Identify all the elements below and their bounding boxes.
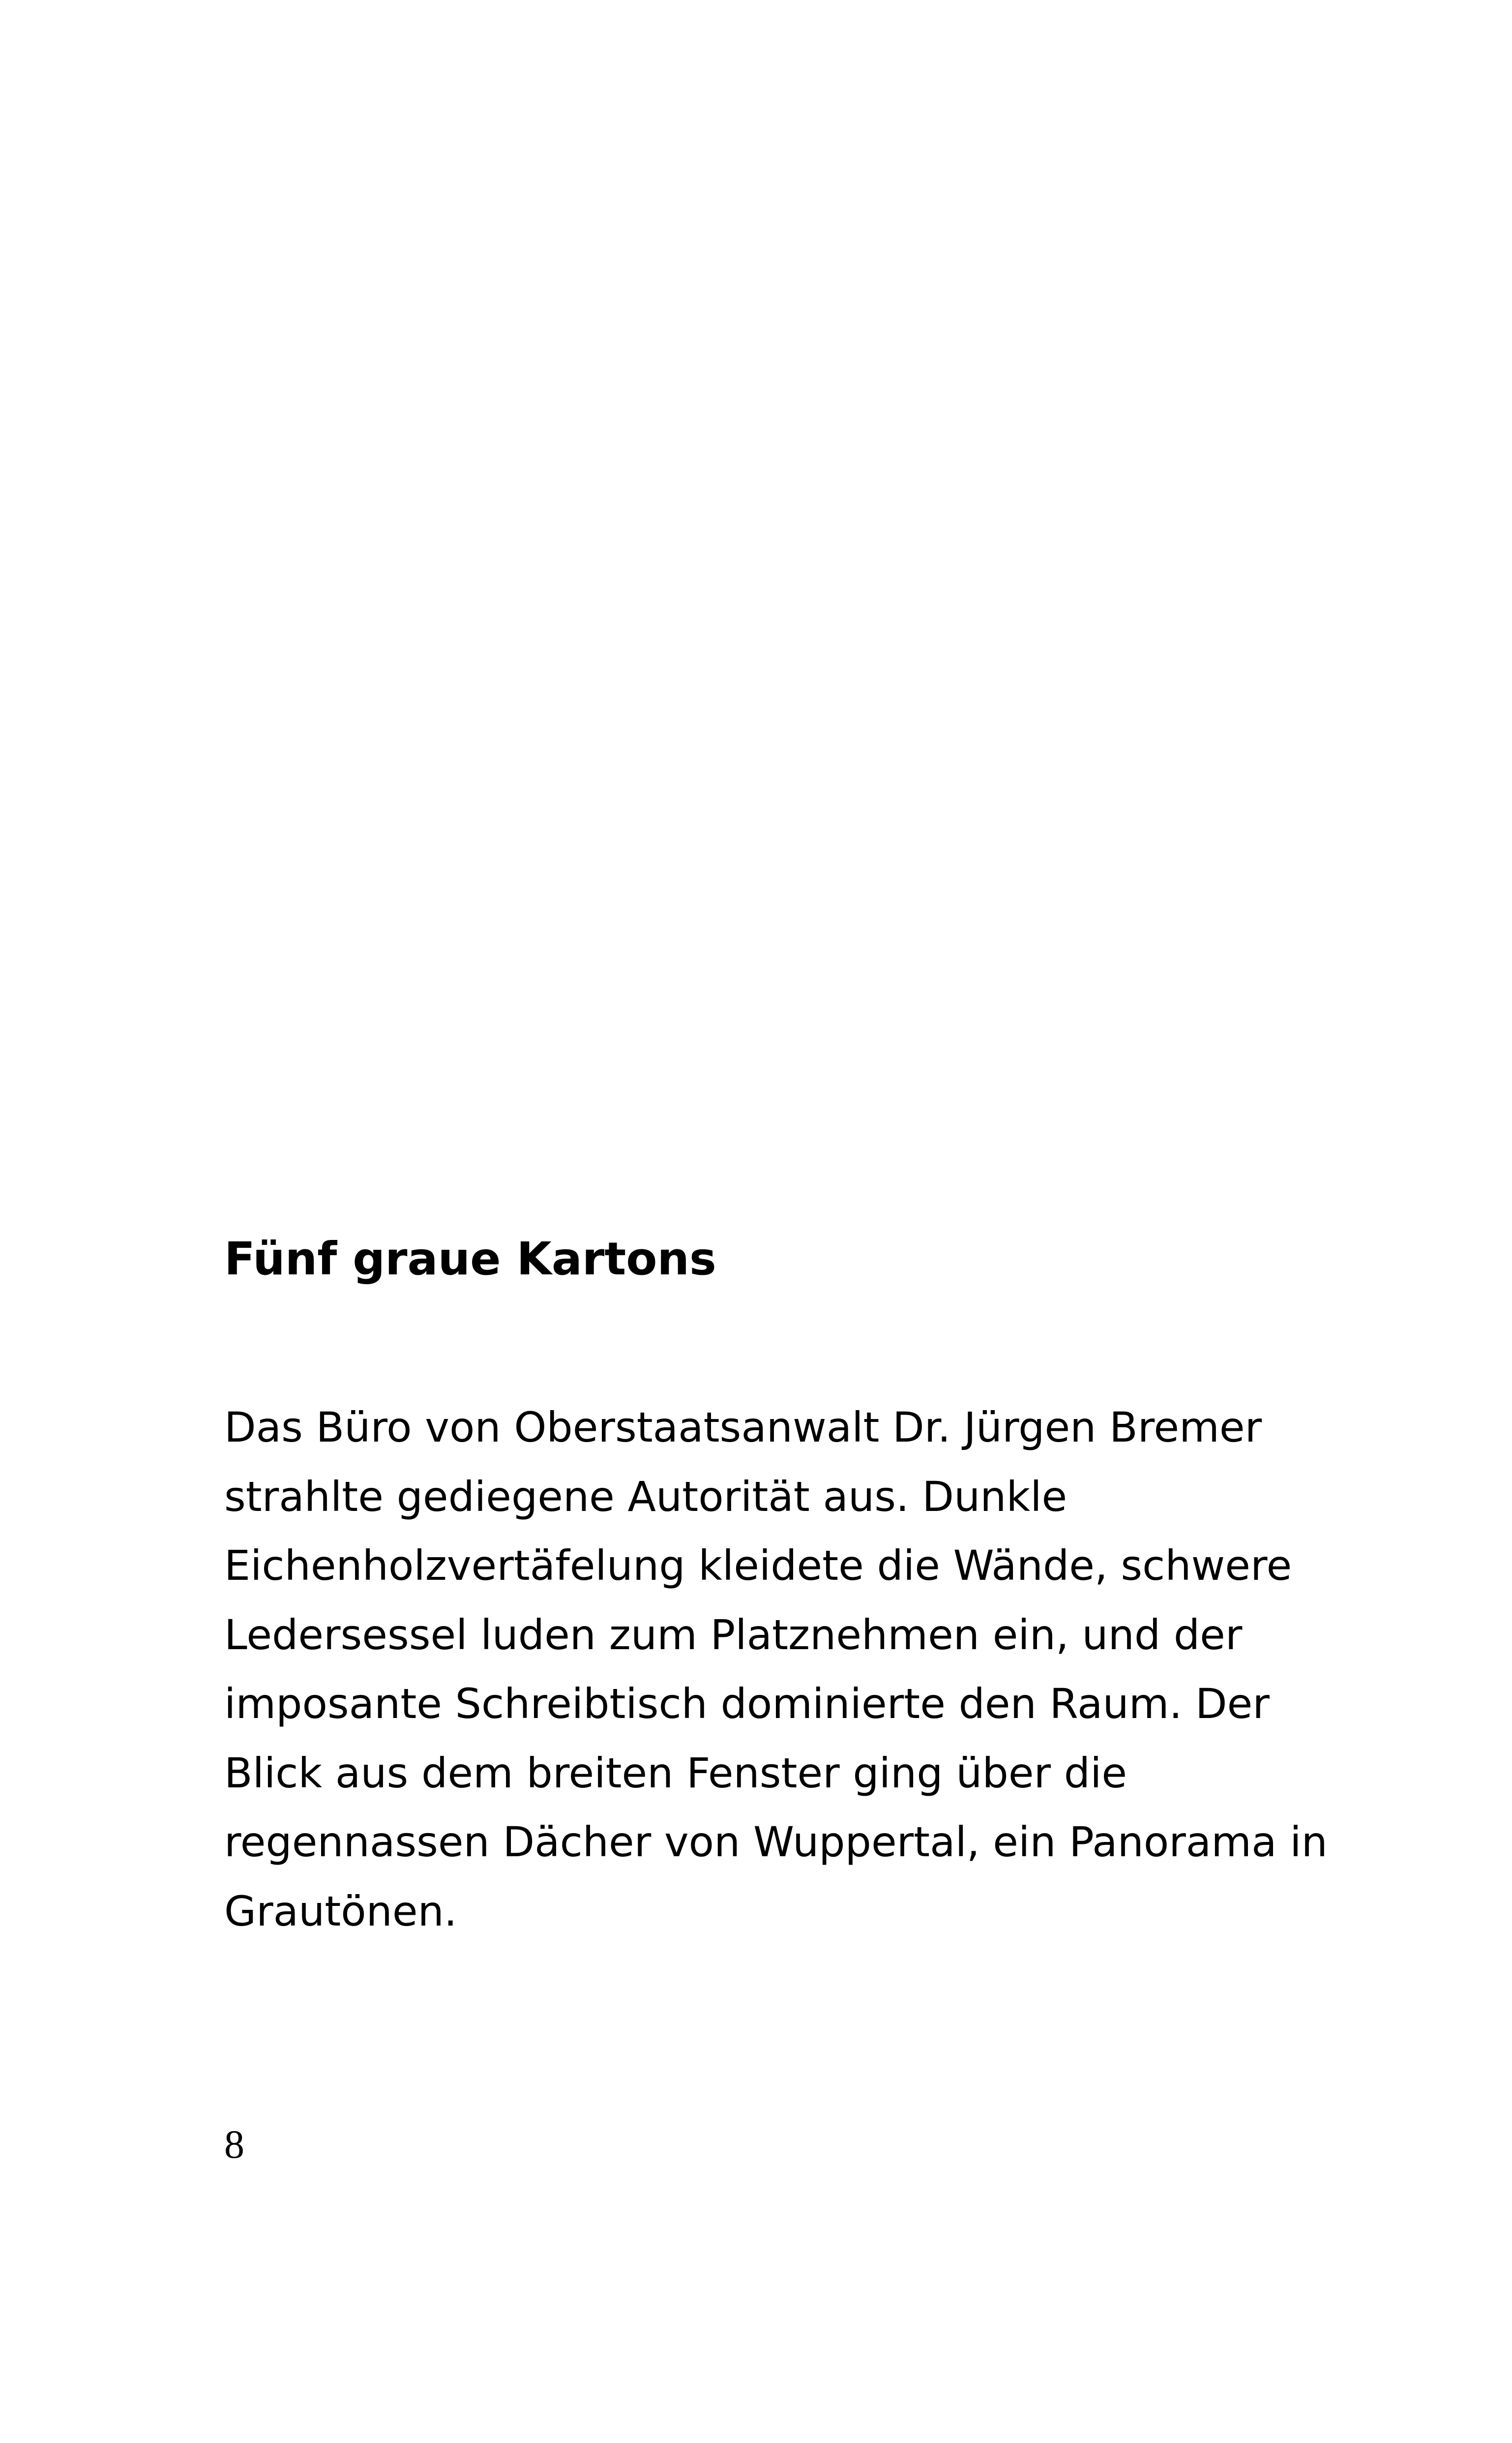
body-paragraph <box>224 1393 1404 1946</box>
page-number: 8 <box>224 2122 244 2167</box>
chapter-title: Fünf graue Kartons <box>224 1233 716 1285</box>
paragraph-line: Eichenholzvertäfelung kleidete die Wände, schwere <box>224 1541 1292 1590</box>
paragraph-line: imposante Schreibtisch dominierte den Raum. Der <box>224 1680 1270 1728</box>
paragraph-line: Das Büro von Oberstaatsanwalt Dr. Jürgen Bremer <box>224 1403 1262 1451</box>
paragraph-line: regennassen Dächer von Wuppertal, ein Panorama in <box>224 1818 1328 1866</box>
paragraph-line: strahlte gediegene Autorität aus. Dunkle <box>224 1472 1067 1521</box>
paragraph-line: Blick aus dem breiten Fenster ging über die <box>224 1749 1127 1797</box>
paragraph-line: Grautönen. <box>224 1887 457 1935</box>
paragraph-line: Ledersessel luden zum Platznehmen ein, und der <box>224 1610 1243 1659</box>
